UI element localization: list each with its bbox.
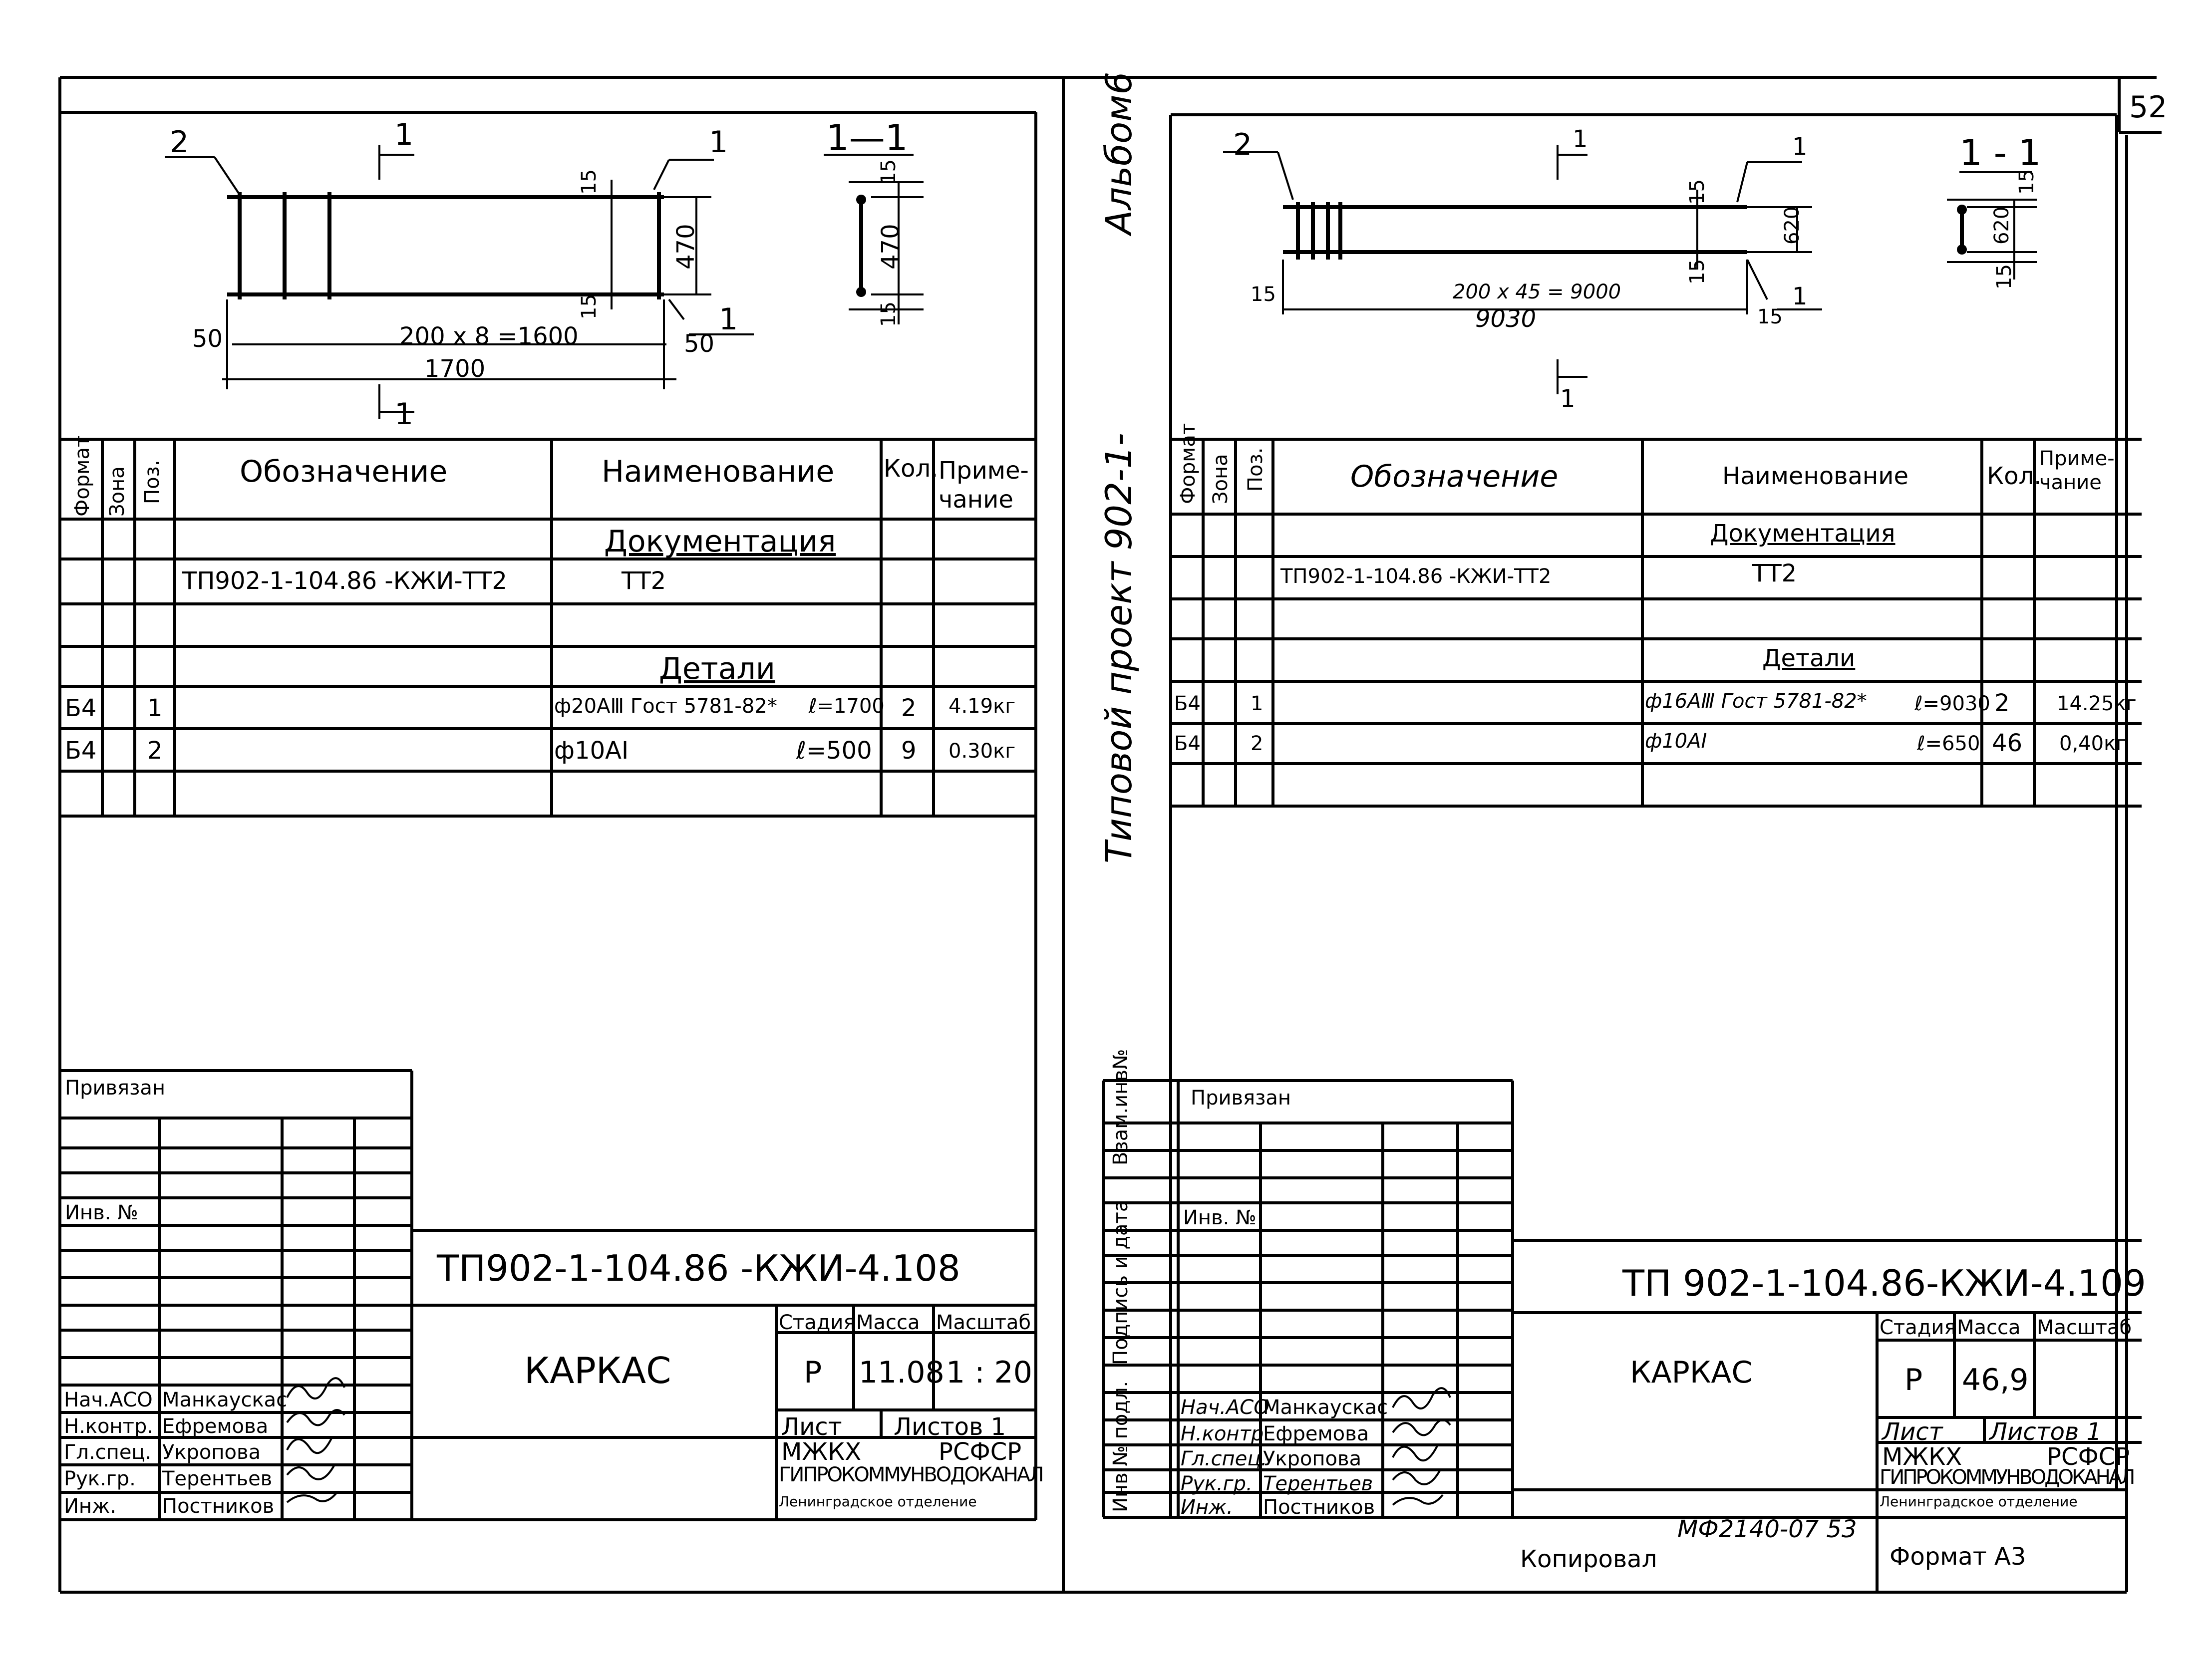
right-staff-role-4: Рук.гр. — [1181, 1472, 1253, 1495]
left-dim-height: 470 — [672, 224, 700, 270]
right-row1-length: ℓ=9030 — [1914, 692, 1990, 715]
right-mass-value: 46,9 — [1962, 1363, 2029, 1398]
left-section-label: 1—1 — [826, 117, 908, 159]
album-label: Альбом6 — [1098, 71, 1140, 235]
right-dim-bottom-offset: 15 — [1686, 259, 1709, 284]
right-section-details: Детали — [1762, 644, 1856, 672]
right-doc-designation: ТП902-1-104.86 -КЖИ-ТТ2 — [1280, 565, 1552, 588]
left-staff-role-1: Нач.АСО — [64, 1389, 153, 1411]
left-dim-section-height: 470 — [877, 224, 905, 270]
right-header-name: Наименование — [1722, 462, 1909, 490]
right-dim-section-height: 620 — [1990, 206, 2013, 245]
left-staff-role-4: Рук.гр. — [64, 1467, 136, 1490]
right-dim-section-top: 15 — [2015, 169, 2038, 195]
right-row1-pos: 1 — [1251, 692, 1263, 715]
left-row2-name: ф10АⅠ — [554, 737, 629, 765]
right-staff-name-3: Укропова — [1263, 1447, 1362, 1470]
left-row2-pos: 2 — [147, 737, 163, 765]
right-org1: МЖКХ — [1882, 1443, 1962, 1471]
right-staff-role-1: Нач.АСО — [1181, 1396, 1269, 1419]
right-section-label: 1 - 1 — [1959, 132, 2041, 174]
left-dim-spacing: 200 x 8 =1600 — [399, 322, 579, 350]
left-scale-value: 1 : 20 — [946, 1355, 1032, 1390]
right-row1-name: ф16АⅢ Гост 5781-82* — [1645, 690, 1867, 713]
left-staff-name-4: Терентьев — [162, 1467, 273, 1490]
right-dim-total: 9030 — [1475, 305, 1537, 333]
left-staff-name-3: Укропова — [162, 1441, 261, 1464]
right-staff-name-5: Постников — [1263, 1496, 1375, 1519]
footer-code: МФ2140-07 53 — [1677, 1515, 1857, 1543]
project-label: Типовой проект 902-1- — [1098, 433, 1140, 863]
right-row2-name: ф10АⅠ — [1645, 730, 1707, 753]
left-dim-top-offset: 15 — [578, 169, 601, 195]
left-mass-header: Масса — [856, 1311, 920, 1334]
right-cut-mark-top: 1 — [1573, 125, 1588, 153]
right-cut-mark-bottom: 1 — [1560, 385, 1576, 413]
left-staff-name-5: Постников — [162, 1495, 275, 1518]
left-stage-value: Р — [804, 1355, 822, 1390]
left-header-zone: Зона — [106, 466, 129, 517]
right-dim-top-offset: 15 — [1686, 179, 1709, 205]
right-stage-value: Р — [1904, 1363, 1923, 1398]
left-drawing-name: КАРКАС — [524, 1350, 671, 1392]
left-doc-name: ТТ2 — [622, 567, 666, 595]
right-sheet-label: Лист — [1882, 1418, 1943, 1446]
right-staff-role-2: Н.контр. — [1181, 1422, 1270, 1445]
right-staff-role-3: Гл.спец. — [1181, 1447, 1267, 1470]
left-doc-designation: ТП902-1-104.86 -КЖИ-ТТ2 — [182, 567, 507, 595]
right-dim-section-bottom: 15 — [1993, 264, 2016, 289]
right-row1-format: Б4 — [1174, 692, 1201, 715]
right-header-designation: Обозначение — [1350, 459, 1559, 494]
left-dim-section-top: 15 — [877, 159, 900, 185]
right-header-zone: Зона — [1209, 454, 1232, 504]
left-privyazan: Привязан — [65, 1077, 166, 1100]
left-row1-length: ℓ=1700 — [809, 695, 885, 718]
left-cut-mark-bottom: 1 — [394, 397, 414, 432]
left-header-qty: Кол. — [884, 455, 939, 483]
right-dim-right-end: 15 — [1757, 305, 1783, 328]
right-dim-left-end: 15 — [1251, 283, 1276, 306]
left-staff-name-2: Ефремова — [162, 1415, 269, 1438]
stamp-label-1: Взам.инв№ — [1109, 1049, 1132, 1165]
left-scale-header: Масштаб — [936, 1311, 1031, 1334]
footer-copied: Копировал — [1520, 1545, 1657, 1573]
right-staff-name-1: Манкаускас — [1263, 1396, 1388, 1419]
left-staff-role-5: Инж. — [64, 1495, 116, 1518]
left-callout-1-bottom: 1 — [719, 302, 738, 337]
right-org3: ГИПРОКОММУНВОДОКАНАЛ — [1880, 1466, 2134, 1489]
right-org2: РСФСР — [2047, 1443, 2130, 1471]
stamp-label-3: Инв.№ подл. — [1109, 1381, 1132, 1512]
left-callout-2: 2 — [170, 125, 189, 160]
right-drawing-name: КАРКАС — [1630, 1355, 1753, 1390]
left-staff-role-2: Н.контр. — [64, 1415, 153, 1438]
stamp-label-2: Подпись и дата — [1109, 1199, 1132, 1365]
left-sheets-label: Листов 1 — [894, 1413, 1006, 1441]
left-row1-qty: 2 — [901, 694, 917, 722]
left-row1-format: Б4 — [65, 694, 97, 722]
left-header-name: Наименование — [602, 454, 835, 489]
left-org1: МЖКХ — [781, 1438, 862, 1466]
left-row1-note: 4.19кг — [948, 695, 1016, 718]
right-staff-name-4: Терентьев — [1263, 1472, 1373, 1495]
right-doc-name: ТТ2 — [1752, 560, 1797, 587]
right-section-docs: Документация — [1710, 520, 1895, 548]
right-drawing-code: ТП 902-1-104.86-КЖИ-4.109 — [1622, 1262, 2146, 1304]
right-dim-height: 620 — [1781, 206, 1804, 245]
left-org4: Ленинградское отделение — [779, 1493, 977, 1510]
left-row2-format: Б4 — [65, 737, 97, 765]
right-header-note: Приме-чание — [2039, 447, 2115, 494]
right-stage-header: Стадия — [1880, 1316, 1956, 1339]
left-dim-right-end: 50 — [684, 330, 715, 358]
right-callout-1-top: 1 — [1792, 133, 1808, 161]
right-sheets-label: Листов 1 — [1989, 1418, 2102, 1446]
right-row2-qty: 46 — [1992, 729, 2023, 757]
footer-format: Формат А3 — [1890, 1543, 2026, 1571]
left-row1-name: ф20АⅢ Гост 5781-82* — [554, 695, 777, 718]
left-stage-header: Стадия — [779, 1311, 856, 1334]
right-staff-role-5: Инж. — [1181, 1496, 1233, 1519]
right-inv: Инв. № — [1183, 1206, 1257, 1229]
right-privyazan: Привязан — [1191, 1087, 1291, 1110]
right-dim-spacing: 200 x 45 = 9000 — [1453, 280, 1621, 303]
left-dim-section-bottom: 15 — [877, 301, 900, 327]
right-row2-note: 0,40кг — [2059, 732, 2127, 755]
left-staff-role-3: Гл.спец. — [64, 1441, 152, 1464]
right-callout-2: 2 — [1233, 127, 1253, 162]
left-cut-mark-top: 1 — [394, 117, 414, 152]
left-drawing-code: ТП902-1-104.86 -КЖИ-4.108 — [437, 1247, 960, 1289]
right-row2-length: ℓ=650 — [1917, 732, 1980, 755]
left-row2-note: 0.30кг — [948, 740, 1016, 763]
left-row1-pos: 1 — [147, 694, 163, 722]
right-scale-header: Масштаб — [2037, 1316, 2132, 1339]
left-header-format: Формат — [71, 435, 94, 517]
left-callout-1-top: 1 — [709, 125, 728, 160]
left-header-pos: Поз. — [141, 460, 164, 504]
left-staff-name-1: Манкаускас — [162, 1389, 288, 1411]
left-mass-value: 11.08 — [859, 1355, 945, 1390]
right-header-pos: Поз. — [1244, 447, 1267, 492]
right-header-qty: Кол. — [1987, 462, 2042, 490]
left-row2-qty: 9 — [901, 737, 917, 765]
left-dim-bottom-offset: 15 — [578, 294, 601, 319]
right-row2-format: Б4 — [1174, 732, 1201, 755]
left-header-note: Приме-чание — [939, 457, 1029, 514]
left-section-docs: Документация — [604, 524, 836, 559]
left-sheet-label: Лист — [781, 1413, 842, 1441]
right-row2-pos: 2 — [1251, 732, 1263, 755]
left-inv: Инв. № — [65, 1201, 138, 1224]
right-org4: Ленинградское отделение — [1880, 1493, 2078, 1510]
right-staff-name-2: Ефремова — [1263, 1422, 1369, 1445]
left-dim-total: 1700 — [424, 355, 486, 383]
left-dim-left-end: 50 — [192, 325, 223, 353]
left-section-details: Детали — [659, 651, 775, 686]
page-number: 52 — [2129, 90, 2168, 125]
left-header-designation: Обозначение — [240, 454, 448, 489]
right-mass-header: Масса — [1957, 1316, 2021, 1339]
right-row1-note: 14.25кг — [2057, 692, 2137, 715]
right-callout-1-bottom: 1 — [1792, 282, 1808, 310]
right-row1-qty: 2 — [1994, 689, 2010, 717]
left-org2: РСФСР — [939, 1438, 1022, 1466]
left-row2-length: ℓ=500 — [796, 737, 872, 765]
left-org3: ГИПРОКОММУНВОДОКАНАЛ — [779, 1463, 1043, 1486]
right-header-format: Формат — [1177, 423, 1200, 504]
